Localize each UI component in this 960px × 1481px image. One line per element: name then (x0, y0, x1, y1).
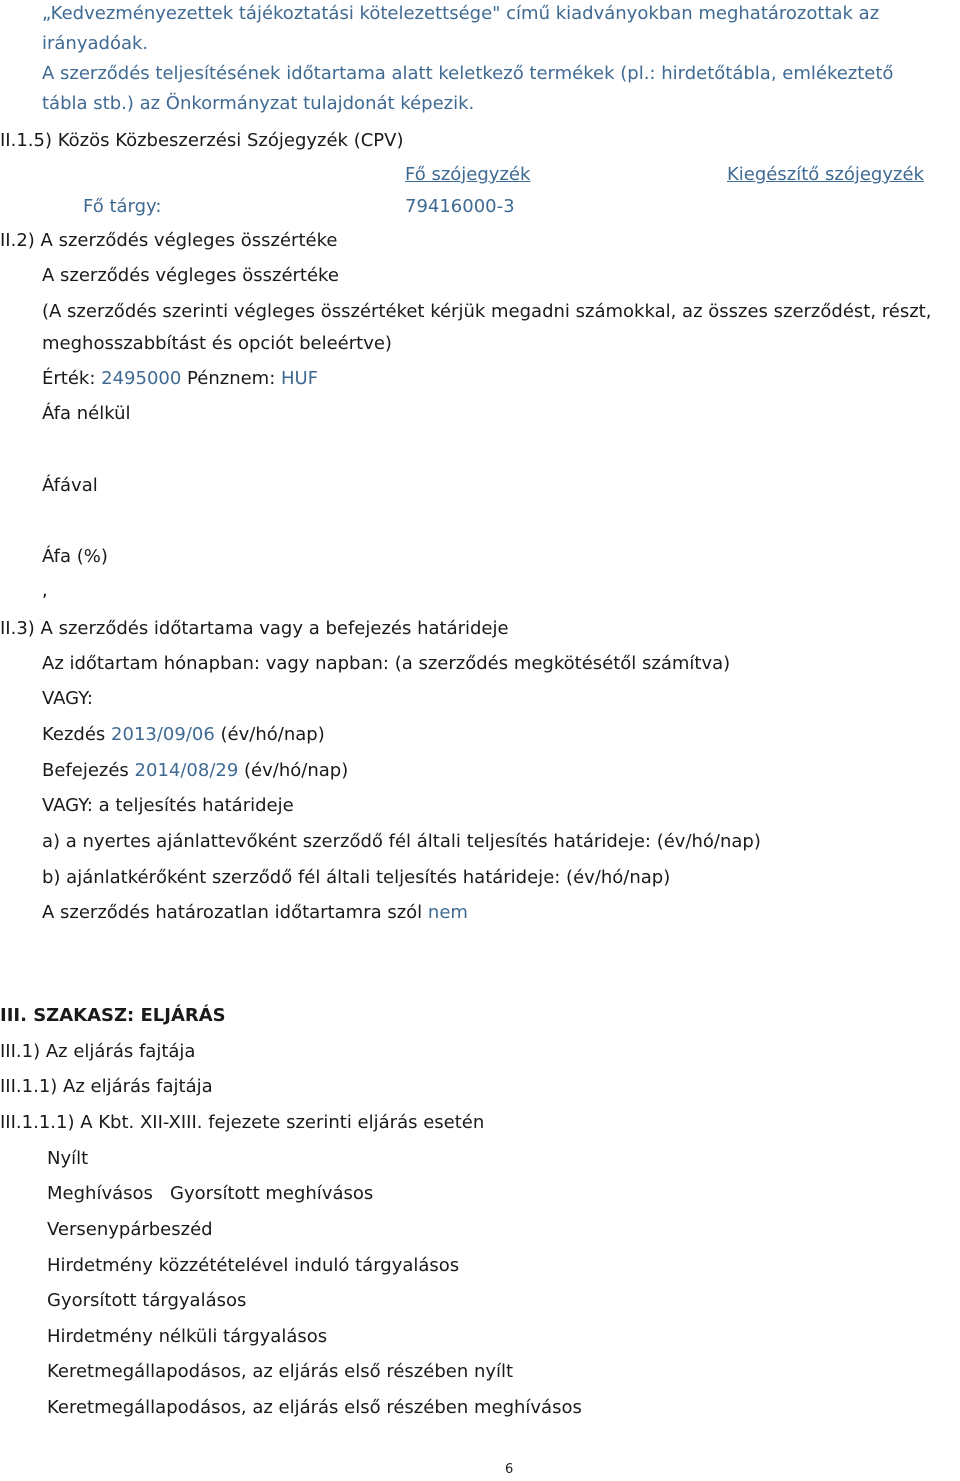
currency-label: Pénznem: (187, 368, 276, 389)
vat-included-label: Áfával (42, 475, 98, 496)
duration-deadline-b: b) ajánlatkérőként szerződő fél általi teljesítés határideje: (év/hó/nap) (42, 867, 671, 888)
end-format: (év/hó/nap) (244, 760, 349, 781)
duration-or-2: VAGY: a teljesítés határideje (42, 795, 294, 816)
duration-heading: II.3) A szerződés időtartama vagy a befejezés határideje (0, 618, 509, 639)
page-number: 6 (505, 1462, 514, 1477)
procedure-item: Nyílt (47, 1148, 89, 1169)
start-date: 2013/09/06 (111, 724, 215, 745)
intro-line-2: irányadóak. (42, 33, 149, 54)
cpv-supp-vocab-header: Kiegészítő szójegyzék (727, 164, 924, 185)
indefinite-value: nem (427, 902, 468, 923)
end-label: Befejezés (42, 760, 129, 781)
section-3-1-1: III.1.1) Az eljárás fajtája (0, 1076, 213, 1097)
duration-end-line (42, 760, 348, 782)
procedure-item: Hirdetmény nélküli tárgyalásos (47, 1326, 328, 1347)
section-3-title: III. SZAKASZ: ELJÁRÁS (0, 1005, 226, 1026)
cpv-main-label: Fő tárgy: (83, 196, 162, 217)
procedure-item: Versenypárbeszéd (47, 1219, 213, 1240)
end-date: 2014/08/29 (134, 760, 239, 781)
vat-percent-label: Áfa (%) (42, 546, 108, 567)
value-note-1: (A szerződés szerinti végleges összértéket kérjük megadni számokkal, az összes szerződést, részt, (42, 301, 932, 322)
intro-line-4: tábla stb.) az Önkormányzat tulajdonát képezik. (42, 93, 475, 114)
value-amount-line (42, 368, 318, 390)
indefinite-label: A szerződés határozatlan időtartamra szól (42, 902, 423, 923)
procedure-item: Gyorsított tárgyalásos (47, 1290, 247, 1311)
duration-deadline-a: a) a nyertes ajánlattevőként szerződő fél általi teljesítés határideje: (év/hó/nap) (42, 831, 761, 852)
procedure-item: Meghívásos Gyorsított meghívásos (47, 1183, 374, 1204)
procedure-item: Hirdetmény közzétételével induló tárgyalásos (47, 1255, 460, 1276)
amount-value: 2495000 (101, 368, 182, 389)
intro-line-1: „Kedvezményezettek tájékoztatási kötelezettsége" című kiadványokban meghatározottak az (42, 3, 880, 24)
currency-value: HUF (281, 368, 319, 389)
duration-months-days: Az időtartam hónapban: vagy napban: (a szerződés megkötésétől számítva) (42, 653, 731, 674)
procedure-item: Keretmegállapodásos, az eljárás első részében meghívásos (47, 1397, 582, 1418)
cpv-main-vocab-header: Fő szójegyzék (405, 164, 531, 185)
start-format: (év/hó/nap) (220, 724, 325, 745)
amount-label: Érték: (42, 368, 96, 389)
duration-start-line (42, 724, 325, 746)
duration-or-1: VAGY: (42, 688, 93, 709)
section-3-1: III.1) Az eljárás fajtája (0, 1041, 196, 1062)
cpv-heading: II.1.5) Közös Közbeszerzési Szójegyzék (CPV) (0, 130, 404, 151)
value-subheading: A szerződés végleges összértéke (42, 265, 339, 286)
procedure-item: Keretmegállapodásos, az eljárás első részében nyílt (47, 1361, 514, 1382)
start-label: Kezdés (42, 724, 106, 745)
value-note-2: meghosszabbítást és opciót beleértve) (42, 333, 392, 354)
duration-indefinite-line (42, 902, 468, 924)
section-3-1-1-1: III.1.1.1) A Kbt. XII-XIII. fejezete szerinti eljárás esetén (0, 1112, 485, 1133)
intro-line-3: A szerződés teljesítésének időtartama alatt keletkező termékek (pl.: hirdetőtábla, emlékeztető (42, 63, 894, 84)
vat-comma: , (42, 580, 48, 601)
value-heading: II.2) A szerződés végleges összértéke (0, 230, 338, 251)
vat-excluded-label: Áfa nélkül (42, 403, 131, 424)
cpv-main-code: 79416000-3 (405, 196, 515, 217)
